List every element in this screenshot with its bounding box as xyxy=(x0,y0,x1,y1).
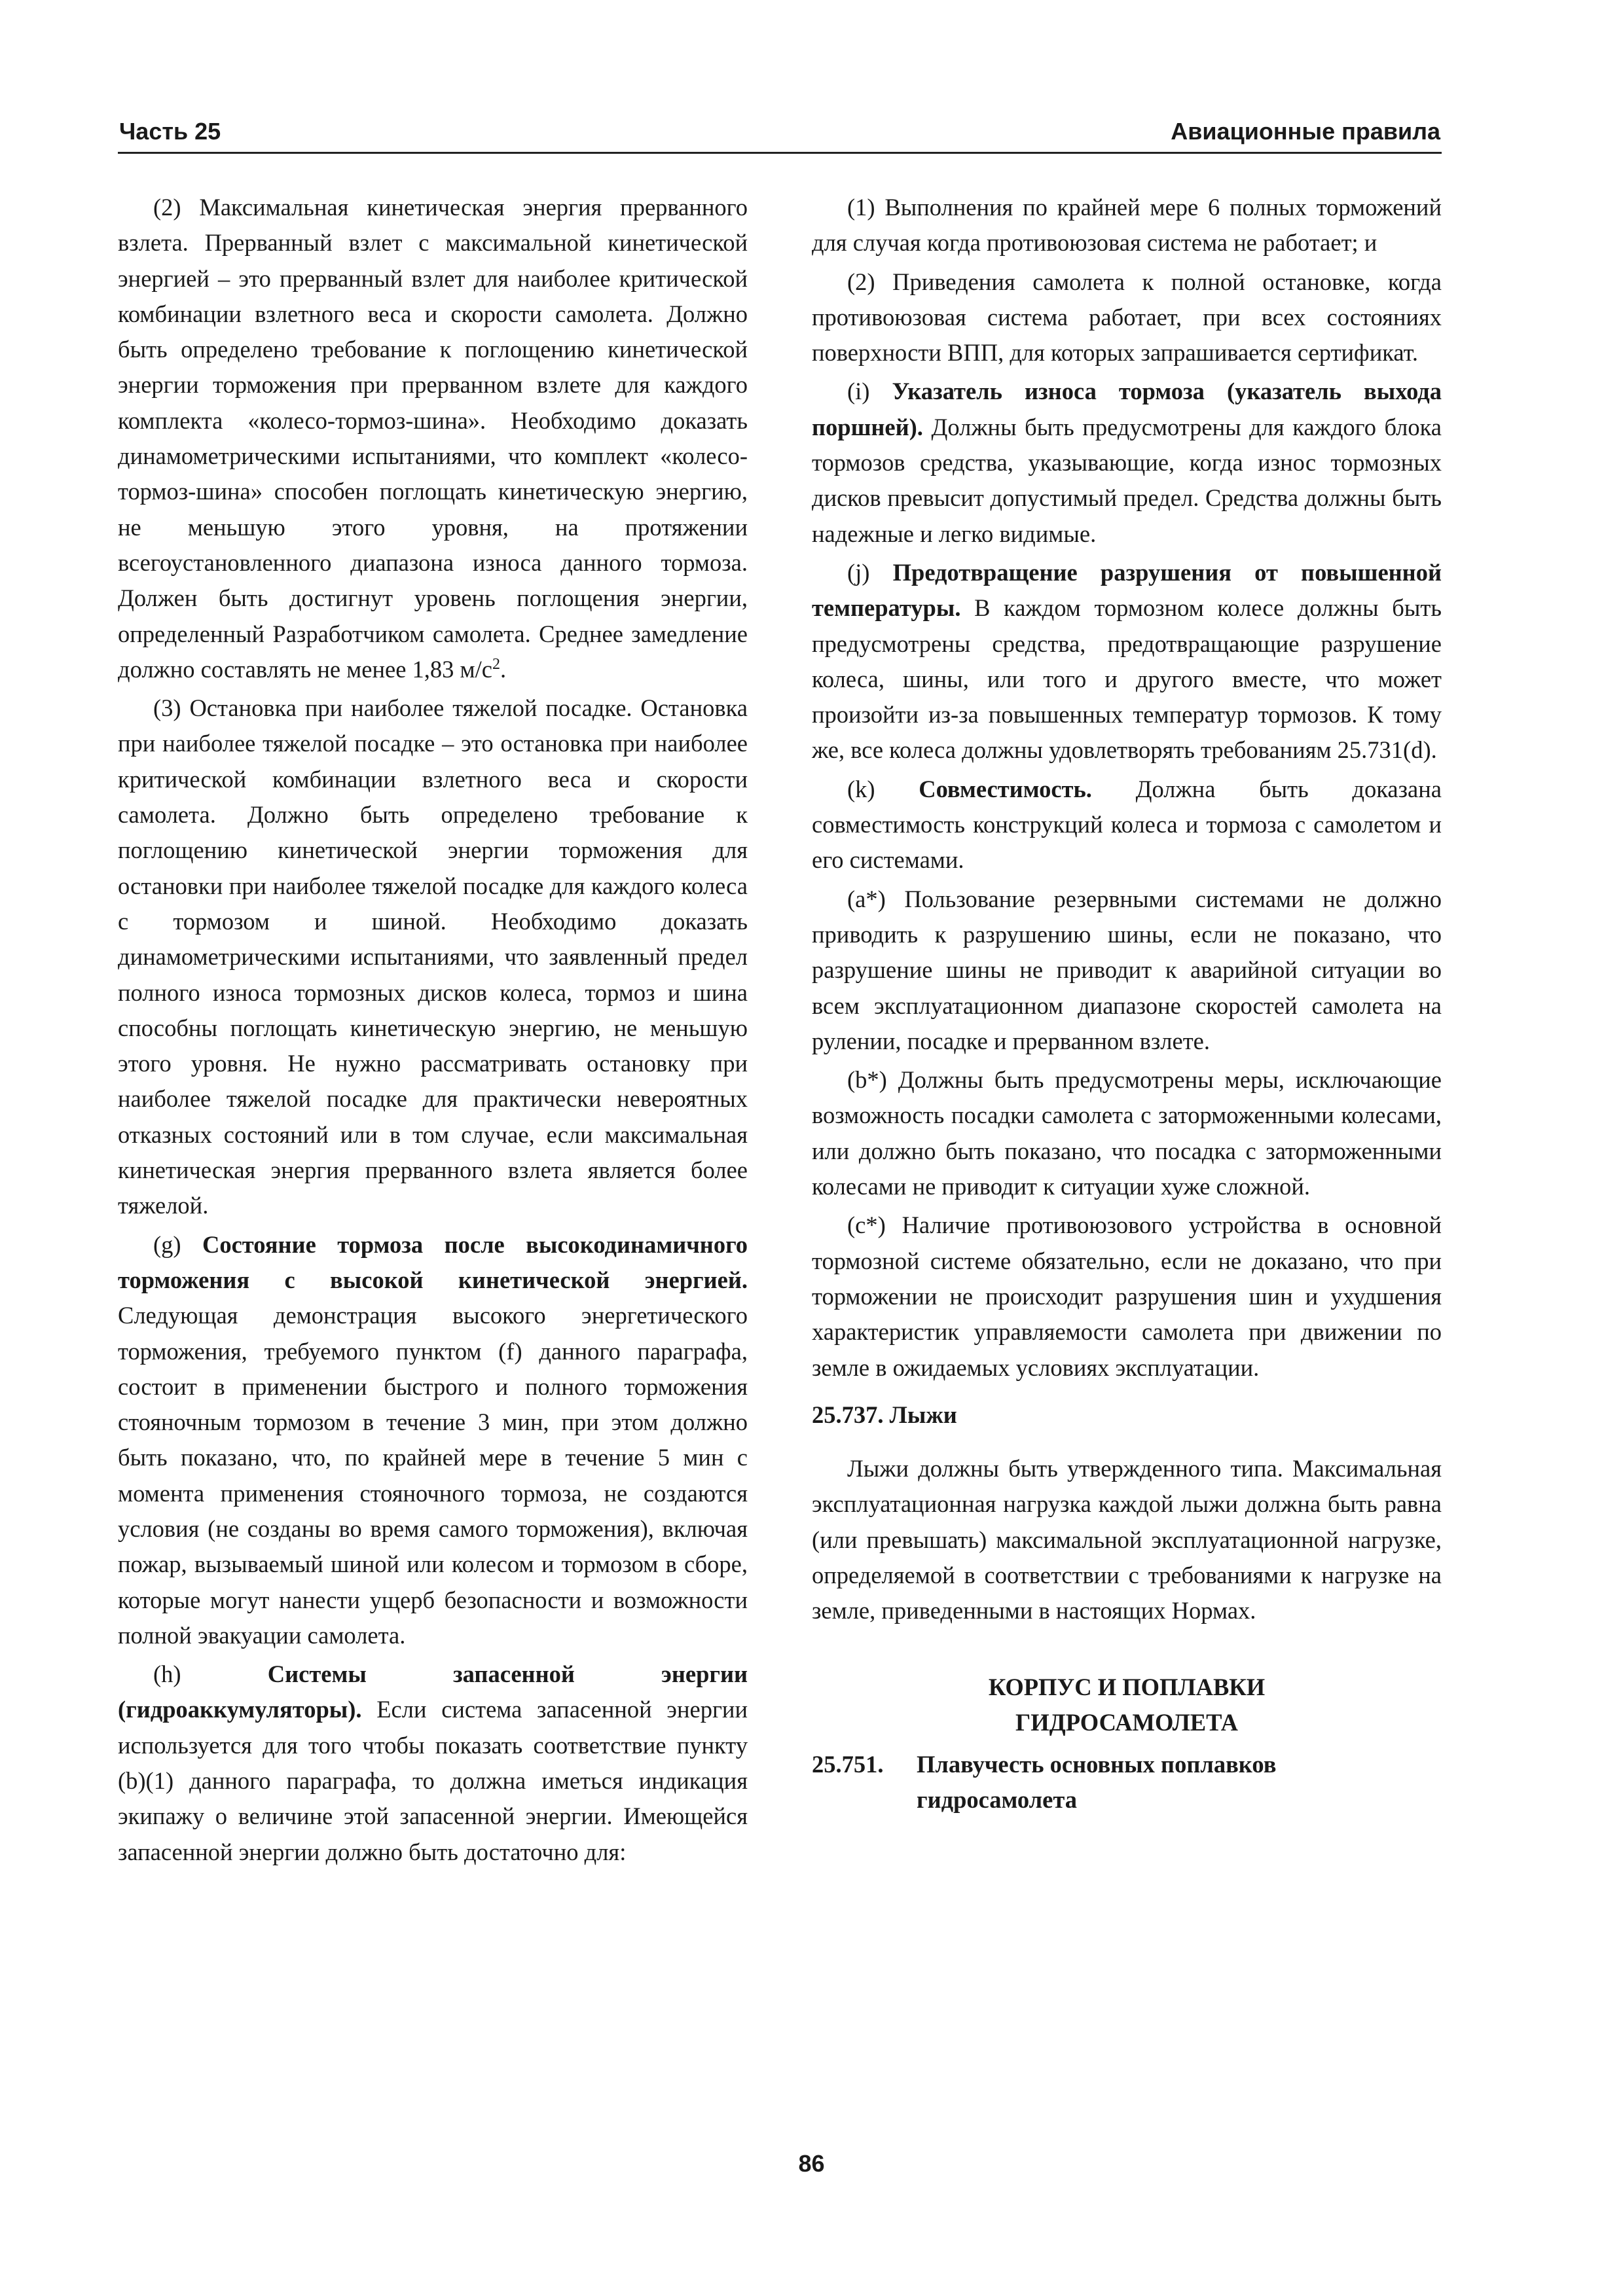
paragraph-f2: (2) Максимальная кинетическая энергия прерванного взлета. Прерванный взлет с максимальной кинетической энергией – это прерванный взлет для наиболее критической комбинации взлетного веса и скорости самолета. Должно быть определено требование к поглощению кинетической энергии торможения при прерванном взлете для каждого комплекта «колесо-тормоз-шина». Необходимо доказать динамометрическими испытаниями, что комплект «колесо-тормоз-шина» способен поглощать кинетическую энергию, не меньшую этого уровня, на протяжении всегоустановленного диапазона износа данного тормоза. Должен быть достигнут уровень поглощения энергии, определенный Разработчиком самолета. Среднее замедление должно составлять не менее 1,83 $м/с^2$. xyxy=(118,194,748,683)
left-column xyxy=(118,190,748,1873)
section-25-737-title: 25.737. Лыжи xyxy=(812,1401,957,1428)
header-part: Часть 25 xyxy=(119,118,221,145)
paragraph-f3: (3) Остановка при наиболее тяжелой посадке. Остановка при наиболее тяжелой посадке – это остановка при наиболее критической комбинации взлетного веса и скорости самолета. Должно быть определено требование к поглощению кинетической энергии торможения для остановки при наиболее тяжелой посадке для каждого колеса с тормозом и шиной. Необходимо доказать динамометрическими испытаниями, что заявленный предел полного износа тормозных дисков колеса, тормоз и шина способны поглощать кинетическую энергию, не меньшую этого уровня. Не нужно рассматривать остановку при наиболее тяжелой посадке для практически невероятных отказных состояний или в том случае, если максимальная кинетическая энергия прерванного взлета является более тяжелой. xyxy=(118,694,748,1219)
paragraph-c-star: (c*) Наличие противоюзового устройства в основной тормозной системе обязательно, если не доказано, что при торможении не происходит разрушения шин и ухудшения характеристик управляемости самолета при движении по земле в ожидаемых условиях эксплуатации. xyxy=(812,1211,1442,1381)
section-25-751-title: 25.751. Плавучесть основных поплавков гидросамолета xyxy=(812,1751,1277,1814)
paragraph-b-star: (b*) Должны быть предусмотрены меры, исключающие возможность посадки самолета с заторможенными колесами, или должно быть показано, что посадка с заторможенными колесами не приводит к ситуации хуже сложной. xyxy=(812,1066,1442,1200)
page-number: 86 xyxy=(798,2150,825,2177)
right-column xyxy=(812,190,1442,1818)
chapter-heading: КОРПУС И ПОПЛАВКИ ГИДРОСАМОЛЕТА xyxy=(988,1673,1266,1736)
paragraph-h: (h) Системы запасенной энергии (гидроаккумуляторы). Если система запасенной энергии используется для того чтобы показать соответствие пункту (b)(1) данного параграфа, то должна иметься индикация экипажу о величине этой запасенной энергии. Имеющейся запасенной энергии должно быть достаточно для: xyxy=(118,1660,748,1865)
paragraph-h1: (1) Выполнения по крайней мере 6 полных торможений для случая когда противоюзовая система не работает; и xyxy=(812,194,1442,257)
paragraph-k: (k) Совместимость. Должна быть доказана совместимость конструкций колеса и тормоза с самолетом и его системами. xyxy=(812,775,1442,874)
header-title: Авиационные правила xyxy=(1171,118,1440,145)
paragraph-g: (g) Состояние тормоза после высокодинамичного торможения с высокой кинетической энергией. Следующая демонстрация высокого энергетического торможения, требуемого пунктом (f) данного параграфа, состоит в применении быстрого и полного торможения стояночным тормозом в течение 3 мин, при этом должно быть показано, что, по крайней мере в течение 5 мин с момента применения стояночного тормоза, не создаются условия (не созданы во время самого торможения), включая пожар, вызываемый шиной или колесом и тормозом в сборе, которые могут нанести ущерб безопасности и возможности полной эвакуации самолета. xyxy=(118,1230,748,1649)
paragraph-a-star: (a*) Пользование резервными системами не должно приводить к разрушению шины, если не показано, что разрушение шины не приводит к аварийной ситуации во всем эксплуатационном диапазоне скоростей самолета на рулении, посадке и прерванном взлете. xyxy=(812,885,1442,1054)
page-header xyxy=(118,113,1442,154)
paragraph-i: (i) Указатель износа тормоза (указатель выхода поршней). Должны быть предусмотрены для каждого блока тормозов средства, указывающие, когда износ тормозных дисков превысит допустимый предел. Средства должны быть надежные и легко видимые. xyxy=(812,378,1442,547)
paragraph-j: (j) Предотвращение разрушения от повышенной температуры. В каждом тормозном колесе должны быть предусмотрены средства, предотвращающие разрушение колеса, шины, или того и другого вместе, что может произойти из-за повышенных температур тормозов. К тому же, все колеса должны удовлетворять требованиям 25.731(d). xyxy=(812,558,1442,764)
paragraph-skis: Лыжи должны быть утвержденного типа. Максимальная эксплуатационная нагрузка каждой лыжи должна быть равна (или превышать) максимальной эксплуатационной нагрузке, определяемой в соответствии с требованиями к нагрузке на земле, приведенными в настоящих Нормах. xyxy=(812,1455,1442,1624)
paragraph-h2: (2) Приведения самолета к полной остановке, когда противоюзовая система работает, при всех состояниях поверхности ВПП, для которых запрашивается сертификат. xyxy=(812,268,1442,367)
